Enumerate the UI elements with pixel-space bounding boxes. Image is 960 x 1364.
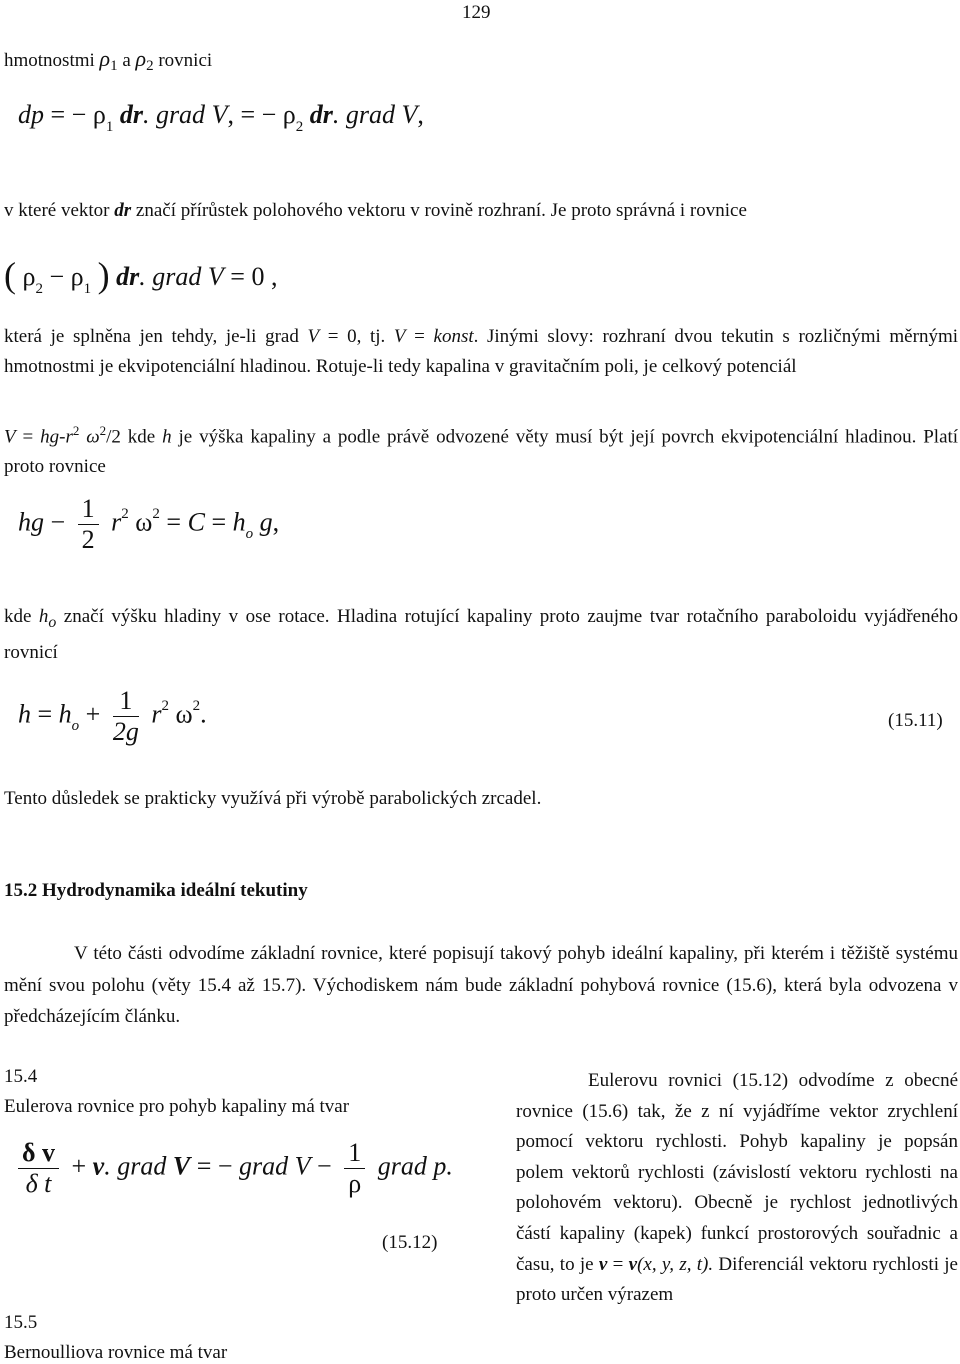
rho1-sub: 1 (110, 58, 118, 74)
paragraph-6: V této části odvodíme základní rovnice, které popisují takový pohyb ideální kapaliny, při kterém i těžiště systému mění svou polohu (věty 15.4 až 15.7). Východiskem nám bude základní pohybová rovnice (15.6), která byla odvozena v předcházejícím článku. (4, 943, 958, 1027)
eq4-num: 1 (113, 686, 139, 717)
p4-text2: značí výšku hladiny v ose rotace. Hladina rotující kapaliny proto zaujme tvar rotačního paraboloidu vyjádřeného rovnicí (4, 606, 959, 663)
eq2-dr: dr (116, 262, 140, 291)
intro-tail: rovnici (158, 50, 213, 71)
intro-and: a (122, 50, 131, 71)
eq1-V2: V (401, 100, 418, 129)
eq2-lparen: ( (4, 255, 16, 295)
right-eq: = (612, 1253, 624, 1275)
eq4-o: o (71, 718, 80, 735)
eq1-V1: V (211, 100, 228, 129)
eq3-r: r (111, 507, 122, 537)
euler-delta-v: δ v (18, 1138, 59, 1169)
eq3-h: h (232, 507, 246, 537)
p3-dash: - (59, 426, 66, 448)
equation-hg (18, 494, 279, 555)
eq4-eq: = (37, 699, 53, 729)
euler-grad1: . grad (104, 1151, 167, 1181)
eq3-omega: ω (135, 507, 153, 537)
rho2-symbol: ρ (135, 46, 147, 71)
right-args: (x, y, z, t). (637, 1253, 714, 1275)
p3-half: /2 kde (106, 426, 156, 448)
equation-number-15-11: (15.11) (888, 710, 943, 731)
euler-grad2: grad (239, 1151, 289, 1181)
paragraph-3 (4, 416, 958, 482)
p1-text1: v které vektor (4, 200, 110, 221)
eq3-end: , (272, 507, 280, 537)
theorem-number-15-4: 15.4 (4, 1066, 38, 1087)
eq3-C: C (187, 507, 205, 537)
euler-V-bold: V (172, 1151, 191, 1181)
eq4-sq: 2 (161, 698, 169, 715)
eq1-grad2: . grad (332, 100, 396, 129)
eq3-den: 2 (81, 525, 95, 554)
eq1-dp: dp (18, 100, 44, 129)
p2-text4: . Jinými slovy: rozhraní dvou tekutin s rozličnými měrnými hmotnostmi je ekvipotenciální hladinou. Rotuje-li tedy kapalina v gravitačním poli, je celkový potenciál (4, 326, 959, 377)
equation-number-15-12: (15.12) (382, 1232, 438, 1253)
euler-minus: − (317, 1151, 332, 1181)
p1-text2: značí přírůstek polohového vektoru v rovině rozhraní. Je proto správná i rovnice (135, 200, 747, 221)
page-number: 129 (462, 2, 491, 23)
eq1-eq-minus: = − (50, 100, 87, 129)
eq1-sub1: 1 (105, 119, 114, 135)
eq2-rho2: ρ (22, 262, 36, 291)
euler-dvdt-fraction (18, 1138, 59, 1199)
eq4-end: . (200, 699, 207, 729)
p3-h: h (162, 426, 172, 448)
equation-paraboloid (18, 686, 207, 747)
eq2-grad: . grad (139, 262, 202, 291)
right-text1: Eulerovu rovnici (15.12) odvodíme z obecné rovnice (15.6) tak, že z ní vyjádříme vektor zrychlení pomocí vektoru rychlosti. Pohyb kapaliny je popsán polem vektorů rychlosti (závislostí vektoru rychlosti na polohovém vektoru). Obecně je rychlost jednotlivých částí kapaliny (kapek) funkcí prostorových souřadnic a času, to je (516, 1070, 958, 1275)
p3-omega: ω (86, 426, 100, 448)
euler-one: 1 (344, 1138, 365, 1169)
eq3-fraction (78, 494, 99, 555)
euler-rho: ρ (348, 1169, 362, 1198)
rho1-symbol: ρ (99, 46, 111, 71)
eq4-den: 2g (112, 717, 139, 746)
intro-lead: hmotnostmi (4, 50, 95, 71)
equation-euler (18, 1138, 453, 1199)
eq1-sub2: 2 (295, 119, 304, 135)
right-text2: Diferenciál vektoru rychlosti je proto určen výrazem (516, 1253, 958, 1306)
eq2-rhs: = 0 , (230, 262, 278, 291)
p3-eq: = (22, 426, 34, 448)
theorem-number-15-5: 15.5 (4, 1312, 38, 1333)
euler-rho-fraction (344, 1138, 365, 1199)
eq1-dr1: dr (119, 100, 143, 129)
equation-rho-diff (4, 252, 278, 297)
p2-V1: V (307, 326, 320, 347)
eq1-sep: , = − (227, 100, 277, 129)
eq4-fraction (113, 686, 139, 747)
p3-sq1: 2 (72, 423, 80, 438)
paragraph-4 (4, 602, 958, 668)
p1-dr: dr (114, 200, 132, 221)
eq4-sq2: 2 (192, 698, 201, 715)
eq3-hg: hg (18, 507, 44, 537)
eq1-rho1: ρ (92, 100, 106, 129)
eq3-g: g (259, 507, 273, 537)
eq3-sq2: 2 (152, 506, 160, 523)
euler-delta-t: δ t (25, 1169, 52, 1198)
eq4-omega: ω (175, 699, 193, 729)
section-heading: 15.2 Hydrodynamika ideální tekutiny (4, 880, 308, 901)
intro-line (4, 46, 212, 72)
p3-r: r (65, 426, 73, 448)
eq3-sq: 2 (121, 506, 129, 523)
euler-eq-minus: = − (196, 1151, 233, 1181)
euler-grad-p: grad p. (377, 1151, 453, 1181)
euler-plus: + (71, 1151, 87, 1181)
p3-hg: hg (40, 426, 60, 448)
equation-dp (18, 100, 424, 135)
eq2-sub2: 2 (35, 281, 43, 297)
p4-o: o (48, 613, 57, 631)
p2-text2: = 0, tj. (327, 326, 386, 347)
p2-text3: = (414, 326, 425, 347)
paragraph-5: Tento důsledek se prakticky využívá při výrobě parabolických zrcadel. (4, 788, 542, 809)
p3-sq2: 2 (99, 423, 107, 438)
rho2-sub: 2 (146, 58, 154, 74)
eq2-V: V (207, 262, 224, 291)
p4-text1: kde (4, 606, 32, 627)
eq2-rparen: ) (97, 255, 110, 295)
eq3-eq2: = (211, 507, 227, 537)
eq1-rho2: ρ (282, 100, 296, 129)
eq3-minus: − (50, 507, 66, 537)
euler-v: v (92, 1151, 105, 1181)
eq4-h: h (18, 699, 31, 729)
theorem-15-4-text: Eulerova rovnice pro pohyb kapaliny má tvar (4, 1096, 350, 1117)
right-v2: v (628, 1253, 638, 1275)
eq2-rho1: ρ (70, 262, 84, 291)
theorem-15-5-text: Bernoulliova rovnice má tvar (4, 1342, 228, 1363)
eq4-plus: + (85, 699, 101, 729)
eq3-eq1: = (166, 507, 182, 537)
eq4-h0: h (58, 699, 72, 729)
right-column-text (516, 1066, 958, 1311)
right-v1: v (598, 1253, 608, 1275)
paragraph-2 (4, 322, 958, 382)
eq3-o: o (245, 526, 254, 543)
eq1-grad1: . grad (142, 100, 206, 129)
paragraph-1 (4, 200, 747, 222)
p2-konst: konst (433, 326, 474, 347)
eq4-r: r (151, 699, 162, 729)
p2-V2: V (393, 326, 406, 347)
p3-text1: je výška kapaliny a podle právě odvozené věty musí být její povrch ekvipotenciální hladinou. Platí proto rovnice (4, 426, 959, 478)
p3-V: V (4, 426, 16, 448)
p4-h: h (38, 606, 49, 627)
eq2-sub1: 1 (83, 281, 92, 297)
eq1-end: , (417, 100, 424, 129)
eq1-dr2: dr (309, 100, 333, 129)
euler-V: V (294, 1151, 311, 1181)
p2-text1: která je splněna jen tehdy, je-li grad (4, 326, 299, 347)
eq3-num: 1 (78, 494, 99, 525)
eq2-minus: − (49, 262, 65, 291)
